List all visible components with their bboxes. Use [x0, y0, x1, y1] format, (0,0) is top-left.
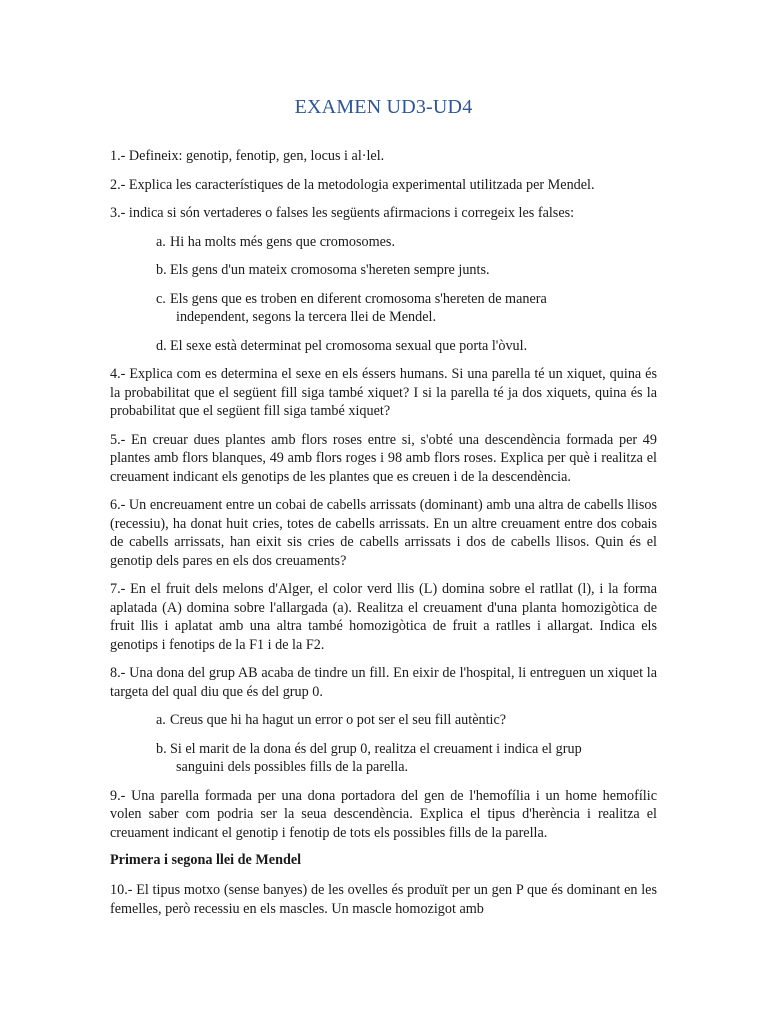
item-text: El sexe està determinat pel cromosoma sexual que porta l'òvul.	[170, 337, 528, 354]
item-letter: d.	[156, 337, 167, 354]
item-text	[170, 290, 657, 327]
question-7: 7.- En el fruit dels melons d'Alger, el color verd llis (L) domina sobre el ratllat (l), i la forma aplatada (A) domina sobre l'allargada (a). Realitza el creuament d'una planta homozigòtica de fruit llis i aplatat amb una altra també homozigòtica de fruit a ratlles i allargat. Indica els genotips i fenotips de la F1 i de la F2.	[110, 581, 657, 653]
item-text: Els gens d'un mateix cromosoma s'hereten sempre junts.	[170, 262, 490, 278]
question-3: 3.- indica si són vertaderes o falses les següents afirmacions i corregeix les falses:	[110, 205, 575, 221]
question-5: 5.- En creuar dues plantes amb flors roses entre si, s'obté una descendència formada per 49 plantes amb flors blanques, 49 amb flors roges i 98 amb flors roses. Explica per què i realitza el creuament indicant els genotips de les plantes que es creuen i de la descendència.	[110, 431, 657, 485]
question-2: 2.- Explica les característiques de la metodologia experimental utilitzada per Mendel.	[110, 176, 595, 193]
question-3-item-b	[156, 261, 657, 280]
item-letter: b.	[156, 262, 167, 278]
item-text-line-2: independent, segons la tercera llei de Mendel.	[176, 309, 437, 325]
item-text-line-2: sanguini dels possibles fills de la parella.	[176, 759, 409, 775]
item-text: Creus que hi ha hagut un error o pot ser el seu fill autèntic?	[170, 712, 507, 728]
item-letter: b.	[156, 740, 167, 757]
item-text: Hi ha molts més gens que cromosomes.	[170, 233, 395, 250]
question-4: 4.- Explica com es determina el sexe en els éssers humans. Si una parella té un xiquet, quina és la probabilitat que el següent fill siga també xiquet? I si la parella té ja dos xiquets, quina és la probabilitat que el següent fill siga també xiquet?	[110, 366, 657, 419]
item-text	[170, 740, 657, 777]
question-8-item-b	[156, 740, 657, 777]
item-letter: a.	[156, 712, 166, 728]
question-1: 1.- Defineix: genotip, fenotip, gen, locus i al·lel.	[110, 148, 385, 164]
item-letter: c.	[156, 290, 166, 307]
question-3-item-a	[156, 233, 657, 252]
item-letter: a.	[156, 233, 166, 250]
exam-title: EXAMEN UD3-UD4	[294, 96, 473, 118]
question-9: 9.- Una parella formada per una dona portadora del gen de l'hemofília i un home hemofílic volen saber com podria ser la seua descendència. Explica el tipus d'herència i realitza el creuament indicant el genotip i fenotip de tots els possibles fills de la parella.	[110, 787, 657, 841]
question-6: 6.- Un encreuament entre un cobai de cabells arrissats (dominant) amb una altra de cabells llisos (recessiu), ha donat huit cries, totes de cabells arrissats. En un altre creuament entre dos cobais de cabells arrissats, han eixit sis cries de cabells arrissats i dos de cabells llisos. Quin és el genotip dels pares en els dos creuaments?	[110, 497, 657, 569]
question-3-item-d	[156, 337, 657, 356]
question-10: 10.- El tipus motxo (sense banyes) de les ovelles és produït per un gen P que és dominant en les femelles, però recessiu en els mascles. Un mascle homozigot amb	[110, 882, 657, 917]
item-text-line-1: Si el marit de la dona és del grup 0, realitza el creuament i indica el grup	[170, 740, 582, 757]
question-3-item-c	[156, 290, 657, 327]
question-8: 8.- Una dona del grup AB acaba de tindre un fill. En eixir de l'hospital, li entreguen un xiquet la targeta del qual diu que és del grup 0.	[110, 665, 657, 700]
item-text-line-1: Els gens que es troben en diferent cromosoma s'hereten de manera	[170, 290, 547, 307]
question-8-item-a	[156, 711, 657, 730]
section-heading: Primera i segona llei de Mendel	[110, 852, 302, 868]
